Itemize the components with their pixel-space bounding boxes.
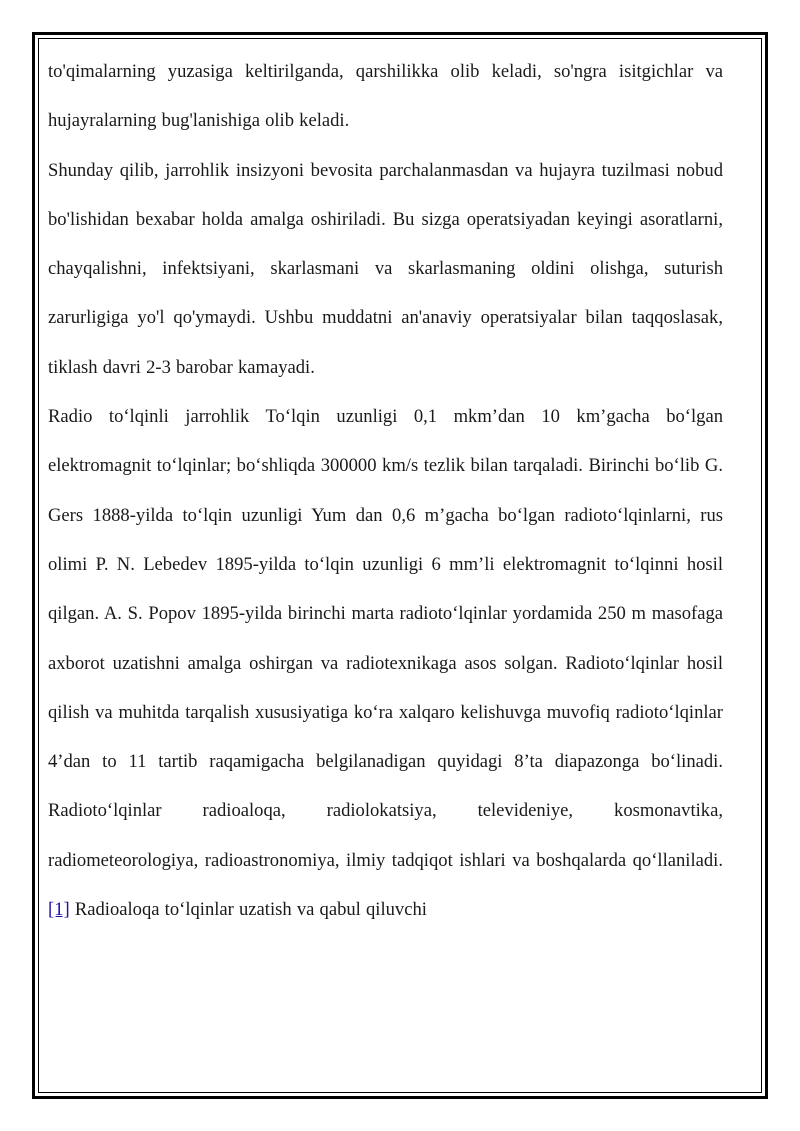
- paragraph-3: [48, 392, 723, 934]
- paragraph-2: Shunday qilib, jarrohlik insizyoni bevosita parchalanmasdan va hujayra tuzilmasi nobud bo'lishidan bexabar holda amalga oshiriladi. Bu sizga operatsiyadan keyingi asoratlarni, chayqalishni, infektsiyani, skarlasmani va skarlasmaning oldini olishga, suturish zarurligiga yo'l qo'ymaydi. Ushbu muddatni an'anaviy operatsiyalar bilan taqqoslasak, tiklash davri 2-3 barobar kamayadi.: [48, 159, 723, 378]
- document-body: [48, 47, 723, 934]
- paragraph-3-text: Radio to‘lqinli jarrohlik To‘lqin uzunligi 0,1 mkm’dan 10 km’gacha bo‘lgan elektromagnit to‘lqinlar; bo‘shliqda 300000 km/s tezlik bilan tarqaladi. Birinchi bo‘lib G. Gers 1888-yilda to‘lqin uzunligi Yum dan 0,6 m’gacha bo‘lgan radioto‘lqinlarni, rus olimi P. N. Lebedev 1895-yilda to‘lqin uzunligi 6 mm’li elektromagnit to‘lqinni hosil qilgan. A. S. Popov 1895-yilda birinchi marta radioto‘lqinlar yordamida 250 m masofaga axborot uzatishni amalga oshirgan va radiotexnikaga asos solgan. Radioto‘lqinlar hosil qilish va muhitda tarqalish xususiyatiga ko‘ra xalqaro kelishuvga muvofiq radioto‘lqinlar 4’dan to 11 tartib raqamigacha belgilanadigan quyidagi 8’ta diapazonga bo‘linadi. Radioto‘lqinlar radioaloqa, radiolokatsiya, televideniye, kosmonavtika, radiometeorologiya, radioastronomiya, ilmiy tadqiqot ishlari va boshqalarda qo‘llaniladi.: [48, 406, 723, 871]
- reference-link-1[interactable]: [1]: [48, 899, 70, 921]
- paragraph-1: to'qimalarning yuzasiga keltirilganda, qarshilikka olib keladi, so'ngra isitgichlar va hujayralarning bug'lanishiga olib keladi.: [48, 61, 723, 132]
- paragraph-3-continuation: Radioaloqa to‘lqinlar uzatish va qabul qiluvchi: [69, 899, 427, 921]
